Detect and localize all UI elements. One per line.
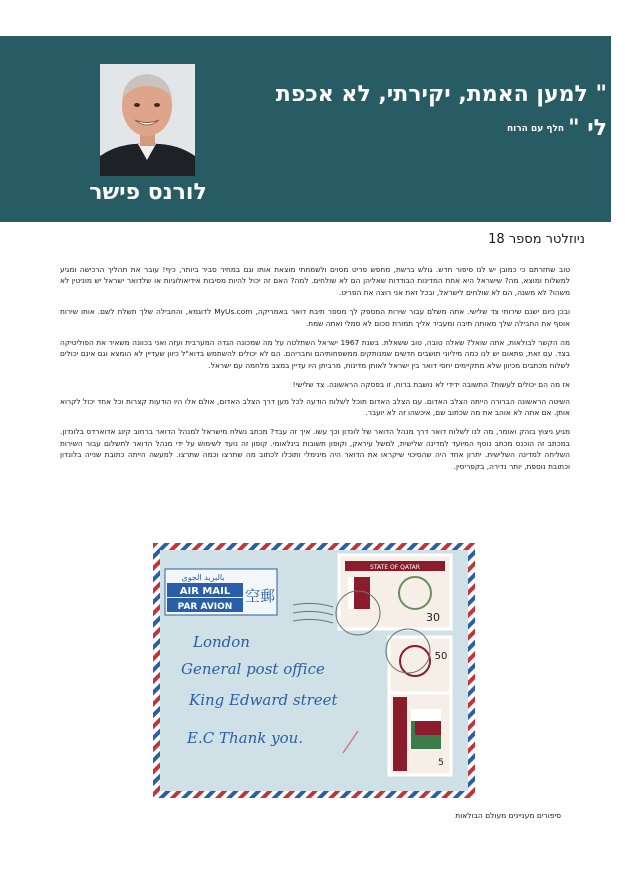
stamp-bottom xyxy=(389,693,451,775)
headline xyxy=(247,78,607,146)
address-line-1: London xyxy=(193,633,250,651)
author-name: לורנס פישר xyxy=(89,180,207,205)
stamp-top xyxy=(339,555,451,629)
address-line-2: General post office xyxy=(181,660,325,678)
image-caption: סיפורים מעניינים מעולם הבולאות xyxy=(455,811,561,820)
airmail-cjk: 空郵 xyxy=(244,587,276,605)
airmail-arabic: بالبريد الجوي xyxy=(181,573,225,582)
envelope-image xyxy=(153,543,475,798)
newsletter-title: ניוזלטר מספר 18 xyxy=(488,232,585,247)
airmail-en: AIR MAIL xyxy=(179,586,231,597)
article-body xyxy=(60,264,570,480)
headline-line-2-text: לי " xyxy=(568,116,607,141)
author-photo xyxy=(100,64,195,176)
airmail-fr: PAR AVION xyxy=(177,602,233,612)
stamp-bottom-value: 5 xyxy=(438,758,444,768)
headline-line-2 xyxy=(247,112,607,146)
article-paragraph-6: מגיע ניצוץ בוהק ואומר, מה לנו לשלוח דואר דרך מנהל הדואר של לונדון וכך עשו. איך זה עבד? מכתב נשלח מישראל למנהל הדואר ברחוב קינג אדוארדס בלונדון. במכתב זה הוכנס מכתב נוסף המיועד למדינה שלישית, למשל עיראק, וקופון תשובות בינלאומי. קופון זה נועד לשימוש על ידי מנהל הדואר לתשלום עבור השירות השליחה למדינה השלישית. יתרון אחד היה שהסיכוי שיקראו את הדואר היה מינימלי ותוכלו לכתוב מה שתרצו וכמה שתרצו. למעשה הייתה כתובת שנייה בלונדון וכתובת נוספת, יותר נדירה, בקפריסין. xyxy=(60,427,570,471)
address-line-4: E.C Thank you. xyxy=(187,729,304,747)
stamp-right xyxy=(389,637,451,695)
stamp-right-value: 50 xyxy=(434,651,448,662)
stamp-top-value: 30 xyxy=(426,611,440,624)
stamp-top-country: STATE OF QATAR xyxy=(370,564,420,571)
headline-line-1: " למען האמת, יקירתי, לא אכפת xyxy=(275,82,607,107)
airmail-label xyxy=(165,569,277,615)
article-paragraph-2: ובכן כיום ישנם שירותי צד שלישי. אתה משלם עבור שירות המספק לך מספר תיבת דואר באמריקה, MyUs.com לדוגמא, והחבילה שלך תשלח לשם. אותו שירות אוסף את החבילה שלך מאותה תיבה ומעביר אליך תמורת סכום לא סמלי ואתה שמח. xyxy=(60,307,570,328)
headline-attribution: חלף עם הרוח xyxy=(506,124,565,134)
article-paragraph-3: מה הקשר לבולאות, אתה שואל? שאלה טובה, טוב ששאלת. בשנת 1967 ישראל השתלטה על מה שמכונה הגדה המערבית ועזה ואני בכוונה משאיר את הפוליטיקה בצד. עם זאת, פתאום יש לנו כמה מיליוני תושבים חדשים שמנותקים ממשפחותיהם וחבריהם. הם לא יכולים להשתמש בדוא"ל כיוון שעדיין לא הומצא וגם אינם יכולים לשלוח מכתבים מכיוון שלא מתקיימים יחסי דואר בין ישראל לאותן מדינות, מרביתן היו עדיין במצב מלחמה עם ישראל. xyxy=(60,338,571,370)
article-paragraph-5: השיטה הראשונה הברורה הייתה הצלב האדום. עם הצלב האדום תוכל לשלוח הודעה לכל מען דרך הצלב האדום, אולם אלו היו הודעות קצרות וכל אחד יכול לקרוא אותן. אם אתה לא אוהב את מה שכתוב שם, איכשהו זה לא יועבר. xyxy=(60,396,570,418)
article-paragraph-4: אז מה הם יכולים לעשות? התשובה ידידי לא נושבת ברוח, זו בפסקה הראשונה. צד שלישי! xyxy=(292,380,570,390)
article-paragraph-1: טוב שחזרתם כי כמובן יש לנו סיפור חדש. גולש ברשת, מחפש פריט מסוים ולשמחתי מוצאת אותו וגם במחיר סביר ביותר, כיף! עובר את תהליך הרכישה ומגיע למשלוח ומוצא, מה? שישראל היא אחת המדינות הבודדות שאליהן הם לא שולחים. למה? האם זה יכול להיות מסיבות אידיאולוגיות או שלדואר ישראל יש מוניטין לא משהו? לא משנה, הם לא שולחים לישראל, ובכל זאת אני רוצה את הפריט. xyxy=(60,265,570,297)
address-line-3: King Edward street xyxy=(189,691,338,709)
